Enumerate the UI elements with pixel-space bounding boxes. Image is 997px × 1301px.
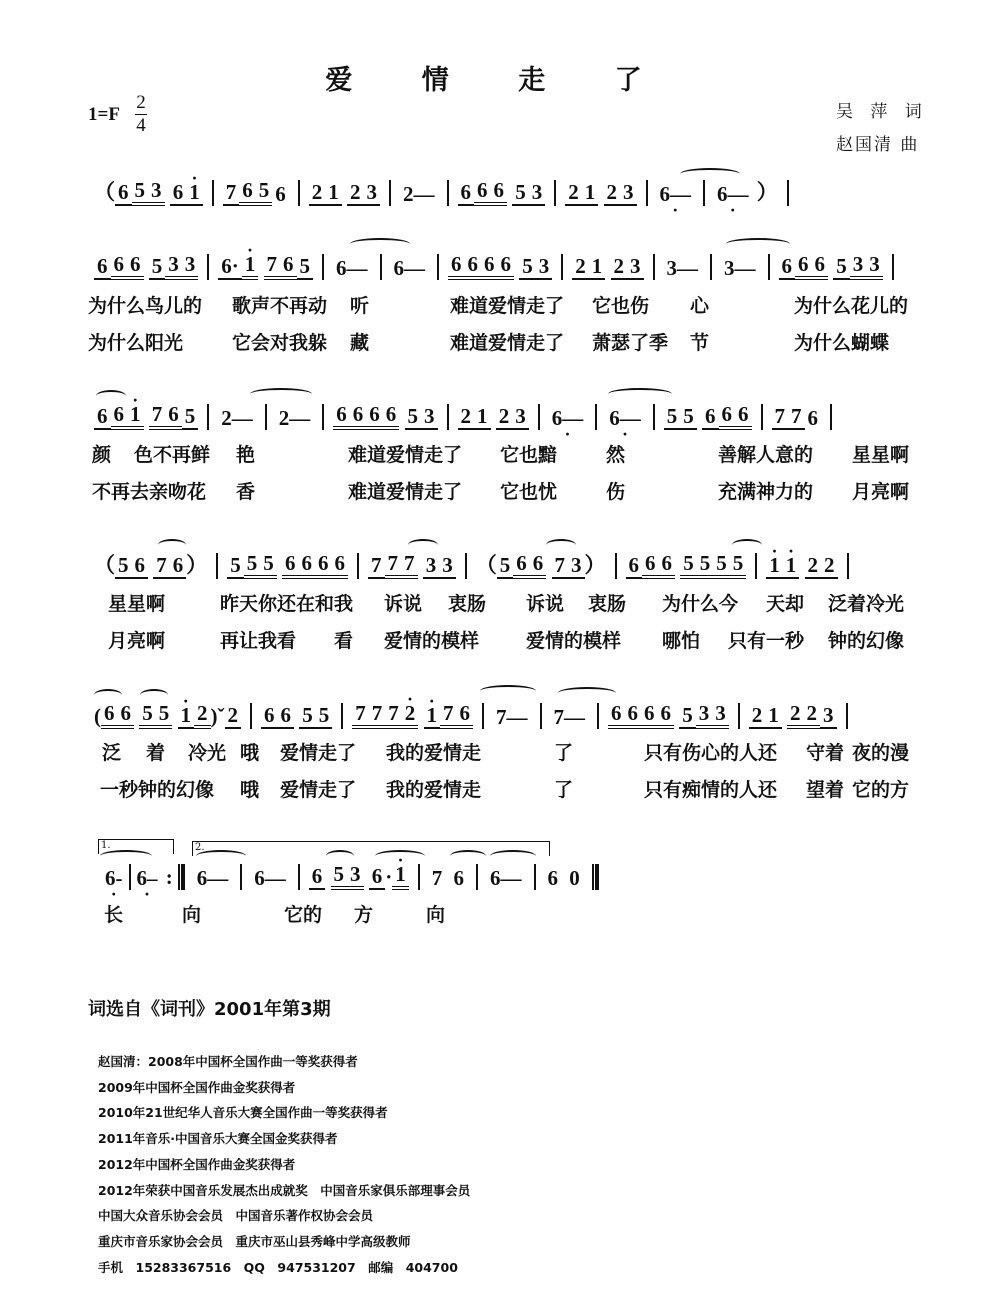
notation-line: ( 6 6 5 5 · 1 2 )ˇ 2 6 6 5 5 7 7 7 · 2 · 1 7 6 7— 7— 6 6 6 6 5 3 3 2 1 2 2 3 [88, 699, 851, 729]
source-note: 词选自《词刊》2001年第3期 [88, 999, 331, 1020]
score-system-6 [100, 860, 940, 890]
tie-arc [100, 850, 152, 862]
time-numerator: 2 [136, 92, 146, 113]
lyrics-verse-2: 一秒钟的幻像 哦 爱情走了 我的爱情走 了 只有痴情的人还 望着 它的方 [100, 779, 910, 801]
time-denominator: 4 [136, 115, 146, 136]
lyricist-credit: 吴 萍 词 [836, 102, 928, 122]
lyrics-verse-2: 不再去亲吻花 香 难道爱情走了 它也忧 伤 充满神力的 月亮啊 [92, 481, 910, 503]
score-system-2 [88, 250, 928, 280]
bio-line: 中国大众音乐协会会员 中国音乐著作权协会会员 [98, 1208, 374, 1223]
tie-arc [350, 238, 410, 250]
tie-arc [326, 850, 354, 862]
time-signature [133, 92, 149, 137]
tie-arc [490, 850, 536, 862]
tie-arc [480, 685, 536, 697]
lyrics-verse-1: 泛 着 冷光 哦 爱情走了 我的爱情走 了 只有伤心的人还 守着 夜的漫 [102, 742, 910, 764]
first-ending-bracket: 1. [98, 839, 174, 854]
score-system-1 [88, 176, 928, 206]
tie-arc [96, 390, 126, 402]
notation-line: （ 5 6 7 6 ） 5 5 5 6 6 6 6 7 7 7 3 3 （ 5 6 6 7 3 ） 6 6 6 5 5 5 5 · 1 · 1 2 2 [88, 549, 852, 579]
notation-line: 6 6 · 1 7 6 5 2— 2— 6 6 6 6 5 3 2 1 2 3 6— · 6— · 5 5 6 6 6 7 7 6 [88, 400, 835, 430]
bio-line: 2012年荣获中国音乐发展杰出成就奖 中国音乐家俱乐部理事会员 [98, 1183, 471, 1198]
second-ending-bracket: 2. [192, 841, 550, 856]
tie-arc [375, 850, 425, 862]
score-system-3 [88, 400, 928, 430]
notation-line: 6- · 6– · : 6— 6— 6 5 3 6 · · 1 7 6 6— 6 0 [100, 860, 602, 890]
bio-line: 重庆市音乐家协会会员 重庆市巫山县秀峰中学高级教师 [98, 1234, 411, 1249]
bio-line: 赵国清：2008年中国杯全国作曲一等奖获得者 [98, 1054, 358, 1069]
bio-line: 2012年中国杯全国作曲金奖获得者 [98, 1157, 296, 1172]
tie-arc [196, 850, 246, 862]
tie-arc [546, 539, 576, 551]
composer-credit: 赵国清 曲 [836, 135, 920, 155]
lyrics-verse-1: 星星啊 昨天你还在和我 诉说 衷肠 诉说 衷肠 为什么今 天却 泛着冷光 [108, 593, 905, 615]
song-title: 爱 情 走 了 [325, 65, 672, 96]
score-system-5 [88, 699, 928, 729]
bio-line: 2009年中国杯全国作曲金奖获得者 [98, 1080, 296, 1095]
tie-arc [680, 168, 740, 180]
tie-arc [408, 539, 438, 551]
tie-arc [732, 539, 762, 551]
tie-arc [250, 388, 312, 400]
lyrics-verse-1: 长 向 它的 方 向 [104, 904, 446, 926]
tie-arc [140, 689, 168, 701]
tie-arc [608, 388, 672, 400]
lyrics-verse-1: 颜 色不再鲜 艳 难道爱情走了 它也黯 然 善解人意的 星星啊 [92, 444, 910, 466]
tie-arc [726, 238, 790, 250]
notation-line: 6 6 6 5 3 3 6· · 1 7 6 5 6— 6— 6 6 6 6 5 3 2 1 2 3 3— 3— 6 6 6 5 3 3 [88, 250, 897, 280]
key-signature: 1=F [88, 104, 120, 125]
lyrics-verse-2: 月亮啊 再让我看 看 爱情的模样 爱情的模样 哪怕 只有一秒 钟的幻像 [108, 630, 905, 652]
tie-arc [450, 850, 486, 862]
tie-arc [558, 687, 616, 699]
tie-arc [158, 539, 186, 551]
tie-arc [94, 689, 122, 701]
bio-line-cut-off: 手机 15283367516 QQ 947531207 邮编 404700 [98, 1260, 458, 1275]
lyrics-verse-2: 为什么阳光 它会对我躲 藏 难道爱情走了 萧瑟了季 节 为什么蝴蝶 [88, 332, 890, 354]
score-system-4 [88, 549, 928, 579]
notation-line: （ 6 5 3 6 · 1 7 6 5 6 2 1 2 3 2— 6 6 6 5 3 2 1 2 3 6— · 6— · ） [88, 176, 792, 206]
bio-line: 2010年21世纪华人音乐大赛全国作曲一等奖获得者 [98, 1105, 388, 1120]
lyrics-verse-1: 为什么鸟儿的 歌声不再动 听 难道爱情走了 它也伤 心 为什么花儿的 [88, 295, 909, 317]
bio-line: 2011年音乐·中国音乐大赛全国金奖获得者 [98, 1131, 338, 1146]
